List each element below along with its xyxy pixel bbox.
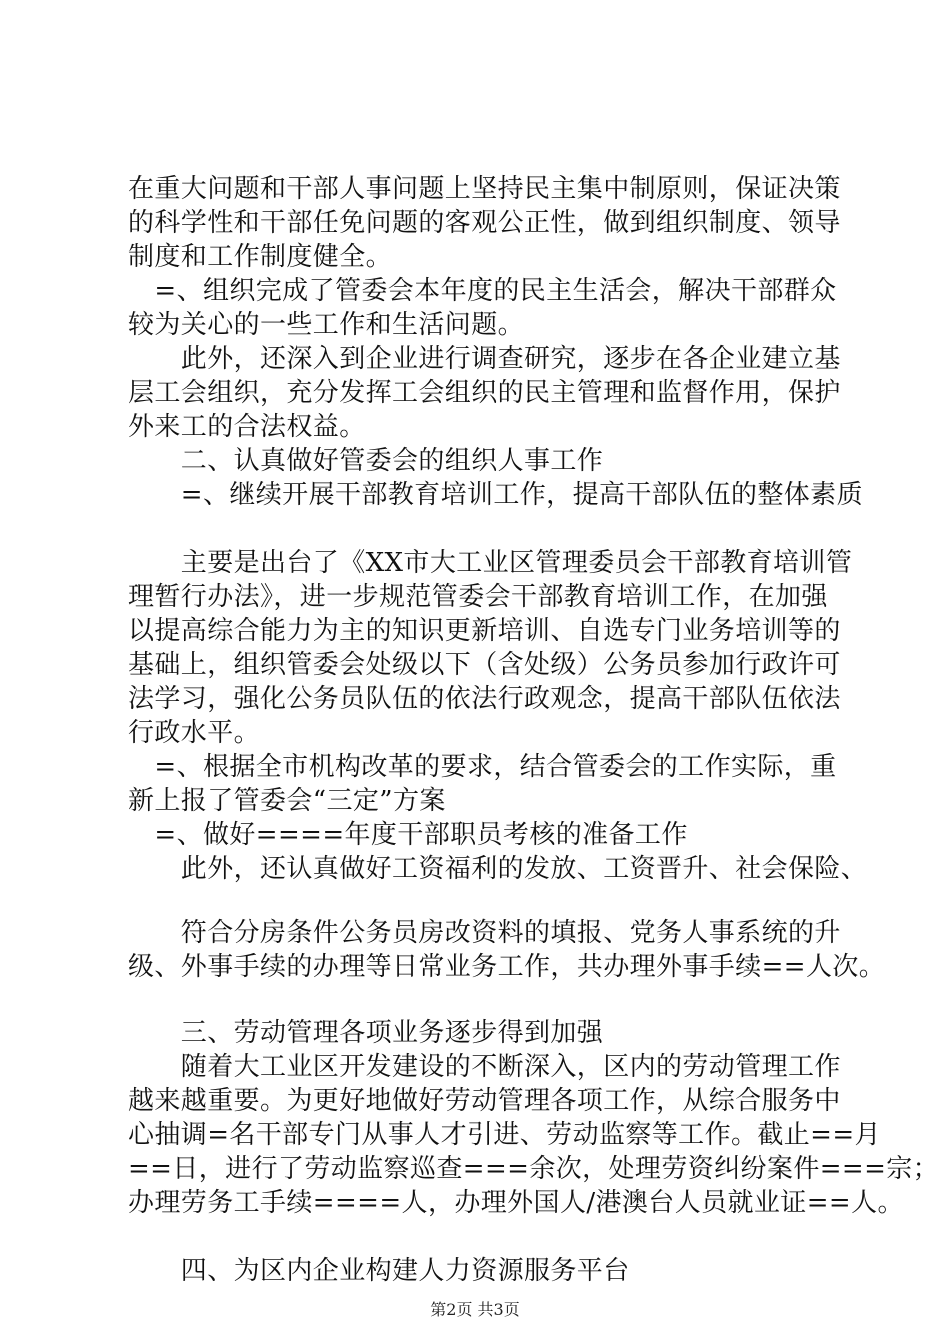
- text-line: =、组织完成了管委会本年度的民主生活会，解决干部群众: [128, 276, 837, 306]
- text-line: 法学习，强化公务员队伍的依法行政观念，提高干部队伍依法: [128, 684, 841, 714]
- text-line: 此外，还深入到企业进行调查研究，逐步在各企业建立基: [128, 344, 841, 374]
- text-line: 随着大工业区开发建设的不断深入，区内的劳动管理工作: [128, 1052, 841, 1082]
- text-line: 级、外事手续的办理等日常业务工作，共办理外事手续==人次。: [128, 952, 886, 982]
- section-heading: 二、认真做好管委会的组织人事工作: [128, 446, 604, 476]
- text-line: 办理劳务工手续====人，办理外国人/港澳台人员就业证==人。: [128, 1188, 904, 1218]
- text-line: =、根据全市机构改革的要求，结合管委会的工作实际，重: [128, 752, 837, 782]
- text-line: =、继续开展干部教育培训工作，提高干部队伍的整体素质: [128, 480, 863, 510]
- text-line: 以提高综合能力为主的知识更新培训、自选专门业务培训等的: [128, 616, 841, 646]
- text-line: 制度和工作制度健全。: [128, 242, 393, 272]
- text-line: 主要是出台了《XX市大工业区管理委员会干部教育培训管: [128, 548, 853, 578]
- text-line: 层工会组织，充分发挥工会组织的民主管理和监督作用，保护: [128, 378, 841, 408]
- text-line: 新上报了管委会“三定”方案: [128, 786, 446, 816]
- section-heading: 三、劳动管理各项业务逐步得到加强: [128, 1018, 604, 1048]
- text-line: 越来越重要。为更好地做好劳动管理各项工作，从综合服务中: [128, 1086, 841, 1116]
- text-line: 理暂行办法》，进一步规范管委会干部教育培训工作，在加强: [128, 582, 828, 612]
- text-line: 行政水平。: [128, 718, 261, 748]
- text-line: 外来工的合法权益。: [128, 412, 366, 442]
- text-line: =、做好====年度干部职员考核的准备工作: [128, 820, 688, 850]
- text-line: 心抽调=名干部专门从事人才引进、劳动监察等工作。截止==月: [128, 1120, 881, 1150]
- text-line: 较为关心的一些工作和生活问题。: [128, 310, 525, 340]
- text-line: 在重大问题和干部人事问题上坚持民主集中制原则，保证决策: [128, 174, 841, 204]
- section-heading: 四、为区内企业构建人力资源服务平台: [128, 1256, 630, 1286]
- text-line: 此外，还认真做好工资福利的发放、工资晋升、社会保险、: [128, 854, 868, 884]
- page-number-footer: 第2页 共3页: [430, 1300, 520, 1319]
- text-line: 基础上，组织管委会处级以下（含处级）公务员参加行政许可: [128, 650, 841, 680]
- text-line: 符合分房条件公务员房改资料的填报、党务人事系统的升: [128, 918, 841, 948]
- text-line: 的科学性和干部任免问题的客观公正性，做到组织制度、领导: [128, 208, 841, 238]
- text-line: ==日，进行了劳动监察巡查===余次，处理劳资纠纷案件===宗；: [128, 1154, 940, 1184]
